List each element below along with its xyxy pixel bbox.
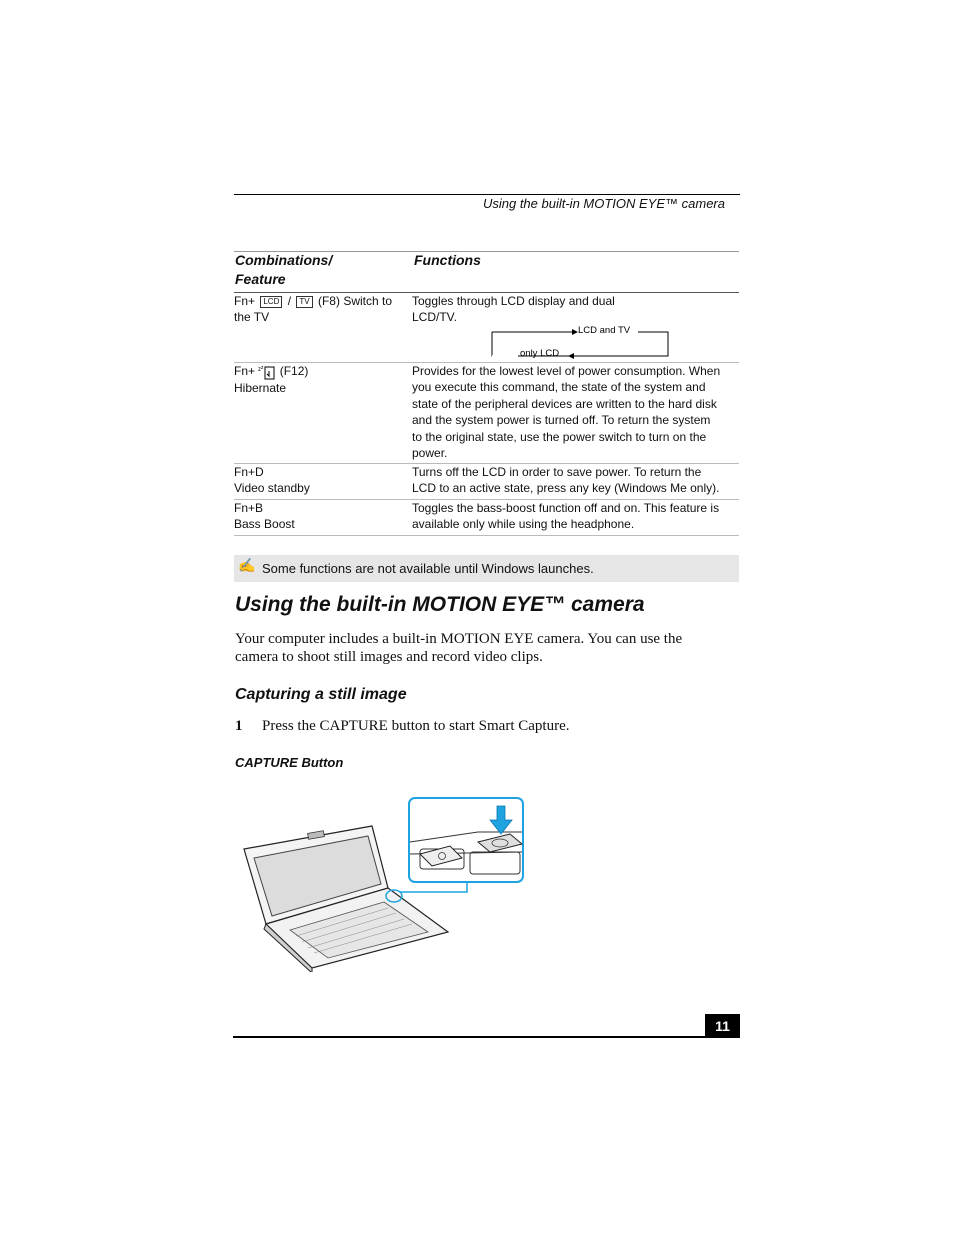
lcd-key-icon: LCD — [260, 296, 282, 308]
tv-key-icon: TV — [296, 296, 312, 308]
footer-rule — [233, 1036, 740, 1038]
row-function-text: Provides for the lowest level of power consumption. When you execute this command, the state of the system and state of the peripheral devices are written to the hard disk and the system power is turned off. To return the system to the original state, use the power switch to turn on the power. — [412, 364, 721, 461]
intro-paragraph: Your computer includes a built-in MOTION EYE camera. You can use the camera to shoot still images and record video clips. — [235, 631, 683, 665]
header-rule — [234, 194, 740, 195]
hibernate-key-icon — [258, 364, 276, 380]
subsection-title: Capturing a still image — [235, 686, 407, 703]
col-header-combinations: Combinations/ Feature — [235, 252, 333, 287]
table-row: Fn+ z z (F12) Hibernate — [234, 364, 309, 395]
diagram-label-top: LCD and TV — [578, 325, 631, 336]
svg-text:z: z — [258, 366, 262, 373]
step-text: Press the CAPTURE button to start Smart Capture. — [262, 718, 570, 734]
step-number: 1 — [235, 718, 243, 734]
col-header-functions: Functions — [414, 252, 481, 268]
row-function-text: Toggles the bass-boost function off and on. This feature is available only while using the headphone. — [412, 501, 720, 532]
page-number: 11 — [705, 1014, 740, 1038]
note-text: Some functions are not available until Windows launches. — [262, 561, 594, 576]
section-title: Using the built-in MOTION EYE™ camera — [235, 593, 645, 616]
diagram-label-bottom: only LCD — [520, 348, 560, 359]
laptop-illustration — [238, 792, 538, 972]
figure-caption: CAPTURE Button — [235, 755, 344, 770]
row-function-text: Toggles through LCD display and dual LCD/TV. — [412, 294, 615, 325]
note-box — [234, 555, 739, 582]
table-row: Fn+ LCD / TV (F8) Switch to the TV — [234, 294, 392, 325]
svg-text:z: z — [261, 364, 264, 371]
running-title: Using the built-in MOTION EYE™ camera — [482, 196, 725, 211]
pencil-note-icon: ✍ — [238, 557, 256, 573]
row-function-text: Turns off the LCD in order to save power. To return the LCD to an active state, press any key (Windows Me only). — [412, 465, 720, 496]
table-row: Fn+D Video standby — [234, 465, 310, 496]
step-item — [235, 718, 569, 735]
lcd-tv-toggle-diagram — [488, 322, 672, 360]
table-row: Fn+B Bass Boost — [234, 501, 295, 532]
